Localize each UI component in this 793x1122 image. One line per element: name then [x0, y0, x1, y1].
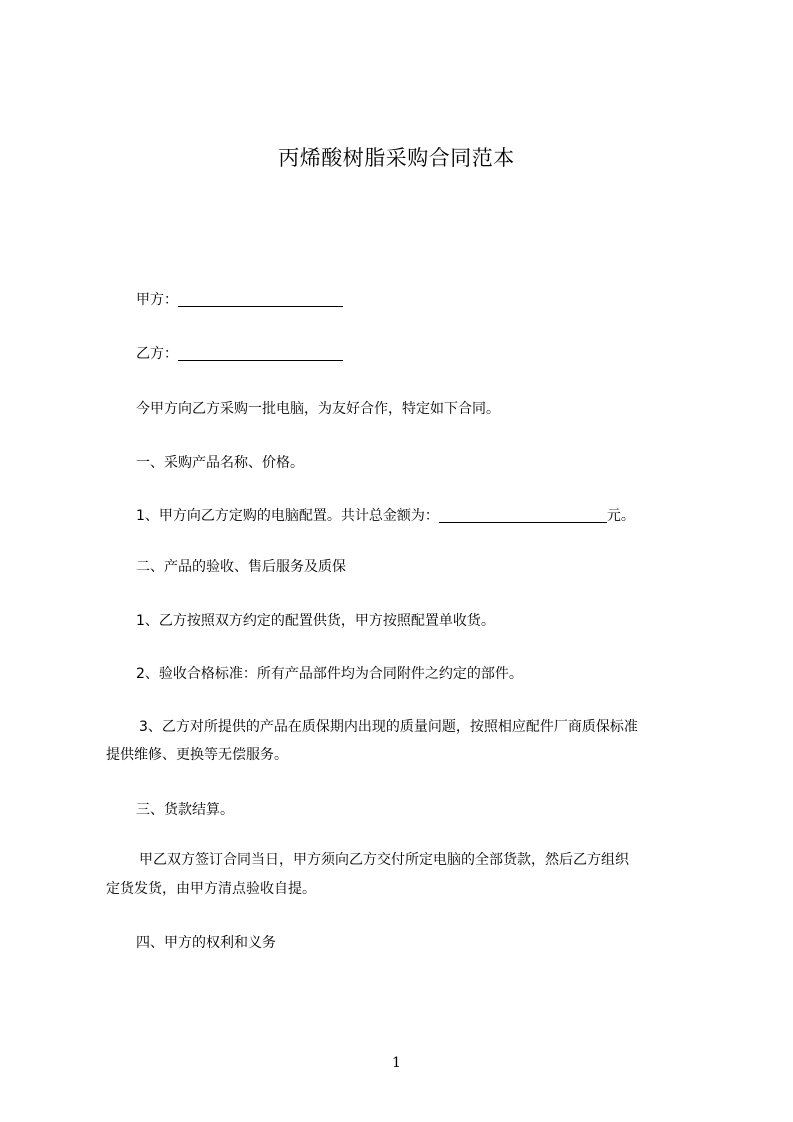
- total-amount-blank[interactable]: [439, 506, 607, 523]
- party-a-line: [106, 286, 746, 314]
- section-2-heading: 二、产品的验收、售后服务及质保: [136, 559, 346, 575]
- section-1-item-1: [106, 502, 746, 530]
- party-b-line: [106, 340, 746, 368]
- party-b-label: 乙方：: [136, 346, 178, 362]
- section-3-para-line-1: 甲乙双方签订合同当日，甲方须向乙方交付所定电脑的全部货款，然后乙方组织: [139, 852, 629, 868]
- section-1-item-1-unit: 元。: [606, 508, 635, 524]
- party-a-blank[interactable]: [178, 290, 343, 307]
- intro-text: 今甲方向乙方采购一批电脑，为友好合作，特定如下合同。: [136, 401, 500, 417]
- section-3-para-line-2: 定货发货，由甲方清点验收自提。: [106, 881, 316, 897]
- document-title: 丙烯酸树脂采购合同范本: [278, 146, 515, 170]
- section-2-item-1: 1、乙方按照双方约定的配置供货，甲方按照配置单收货。: [136, 613, 495, 629]
- section-4-heading: 四、甲方的权利和义务: [136, 935, 276, 951]
- page-number: 1: [392, 1055, 401, 1071]
- section-1-item-1-text: 1、甲方向乙方定购的电脑配置。共计总金额为：: [136, 508, 439, 524]
- party-a-label: 甲方：: [136, 292, 178, 308]
- section-2-item-3-line-2: 提供维修、更换等无偿服务。: [106, 747, 288, 763]
- section-2-item-3-line-1: 3、乙方对所提供的产品在质保期内出现的质量问题，按照相应配件厂商质保标准: [139, 719, 638, 735]
- party-b-blank[interactable]: [178, 344, 343, 361]
- section-2-item-2: 2、验收合格标准：所有产品部件均为合同附件之约定的部件。: [136, 666, 523, 682]
- section-1-heading: 一、采购产品名称、价格。: [136, 455, 304, 471]
- section-3-heading: 三、货款结算。: [136, 802, 234, 818]
